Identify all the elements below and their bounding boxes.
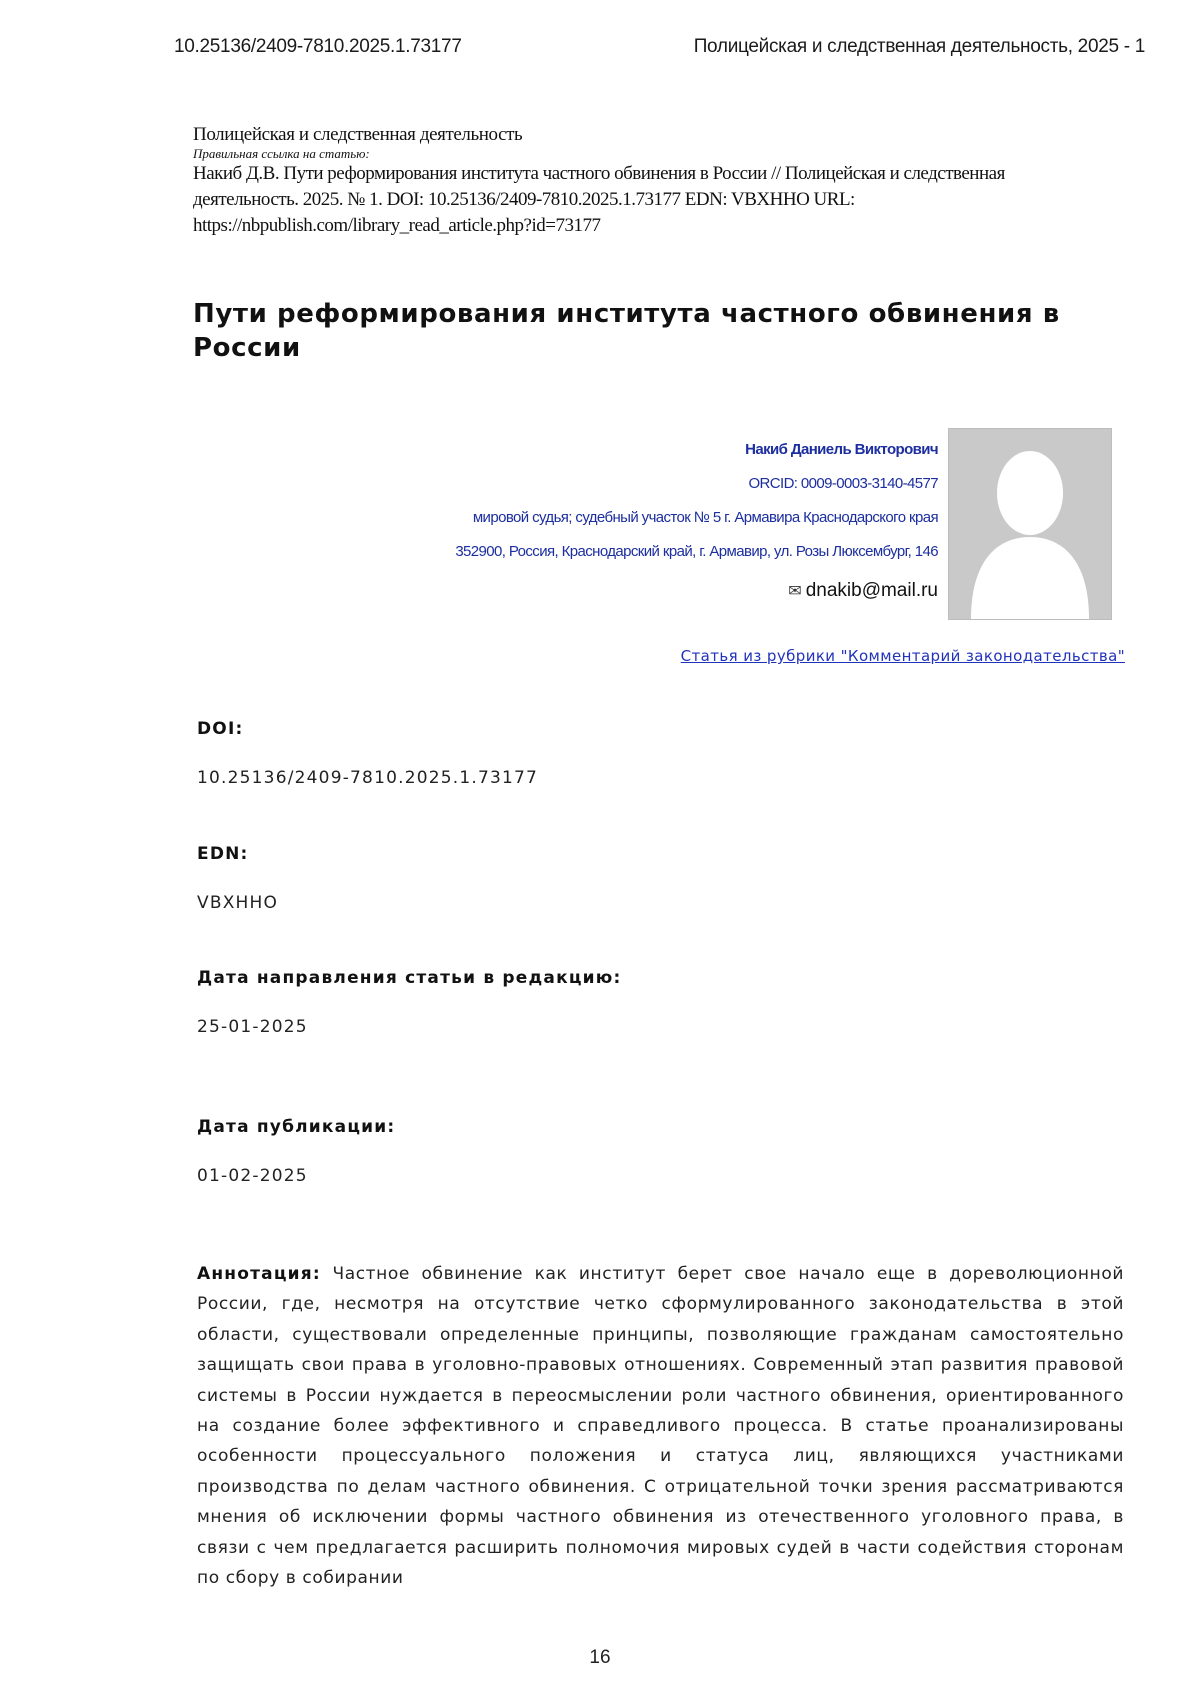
citation-reference-url[interactable]: https://nbpublish.com/library_read_article.php?id=73177 bbox=[193, 215, 601, 236]
abstract-text: Частное обвинение как институт берет свое начало еще в дореволюционной России, где, несмотря на отсутствие четко сформулированного законодательства в этой области, существовали определенные принципы, позволяющие гражданам самостоятельно защищать свои права в уголовно-правовых отношениях. Современный этап развития правовой системы в России нуждается в переосмыслении роли частного обвинения, ориентированного на создание более эффективного и справедливого процесса. В статье проанализированы особенности процессуального положения и статуса лиц, являющихся участниками производства по делам частного обвинения. С отрицательной точки зрения рассматриваются мнения об исключении формы частного обвинения из отечественного уголовного права, в связи с чем предлагается расширить полномочия мировых судей в части содействия сторонам по сбору в собирании bbox=[197, 1264, 1124, 1589]
abstract-label: Аннотация: bbox=[197, 1264, 321, 1284]
author-email[interactable]: dnakib@mail.ru bbox=[805, 580, 938, 601]
envelope-icon: ✉ bbox=[788, 583, 802, 600]
abstract bbox=[197, 1259, 1124, 1593]
author-orcid: ORCID: 0009-0003-3140-4577 bbox=[748, 475, 938, 492]
author-address: 352900, Россия, Краснодарский край, г. Армавир, ул. Розы Люксембург, 146 bbox=[455, 543, 938, 560]
author-avatar bbox=[948, 428, 1112, 620]
author-position: мировой судья; судебный участок № 5 г. Армавира Краснодарского края bbox=[472, 509, 938, 526]
running-head-doi: 10.25136/2409-7810.2025.1.73177 bbox=[174, 36, 462, 57]
user-silhouette-icon bbox=[949, 429, 1111, 619]
edn-label: EDN: bbox=[197, 844, 249, 864]
author-block bbox=[455, 433, 938, 606]
doi-label: DOI: bbox=[197, 719, 244, 739]
citation-block bbox=[193, 123, 1113, 239]
running-head-journal: Полицейская и следственная деятельность, 2025 - 1 bbox=[693, 36, 1145, 57]
citation-note: Правильная ссылка на статью: bbox=[193, 146, 370, 161]
citation-reference-line: деятельность. 2025. № 1. DOI: 10.25136/2409-7810.2025.1.73177 EDN: VBXHHO URL: bbox=[193, 189, 855, 210]
rubric-link[interactable]: Статья из рубрики "Комментарий законодательства" bbox=[680, 647, 1125, 665]
doi-value: 10.25136/2409-7810.2025.1.73177 bbox=[197, 768, 539, 788]
article-title: Пути реформирования института частного обвинения в России bbox=[193, 299, 1060, 363]
journal-name: Полицейская и следственная деятельность bbox=[193, 124, 523, 145]
citation-reference-line: Накиб Д.В. Пути реформирования института частного обвинения в России // Полицейская и следственная bbox=[193, 163, 1005, 184]
edn-value: VBXHHO bbox=[197, 893, 279, 913]
submitted-date-value: 25-01-2025 bbox=[197, 1017, 308, 1037]
submitted-date-label: Дата направления статьи в редакцию: bbox=[197, 968, 622, 988]
author-name: Накиб Даниель Викторович bbox=[745, 441, 938, 458]
author-email-row[interactable] bbox=[455, 577, 938, 606]
citation-reference bbox=[193, 161, 1113, 239]
page-number: 16 bbox=[589, 1647, 611, 1668]
published-date-value: 01-02-2025 bbox=[197, 1166, 308, 1186]
published-date-label: Дата публикации: bbox=[197, 1117, 396, 1137]
